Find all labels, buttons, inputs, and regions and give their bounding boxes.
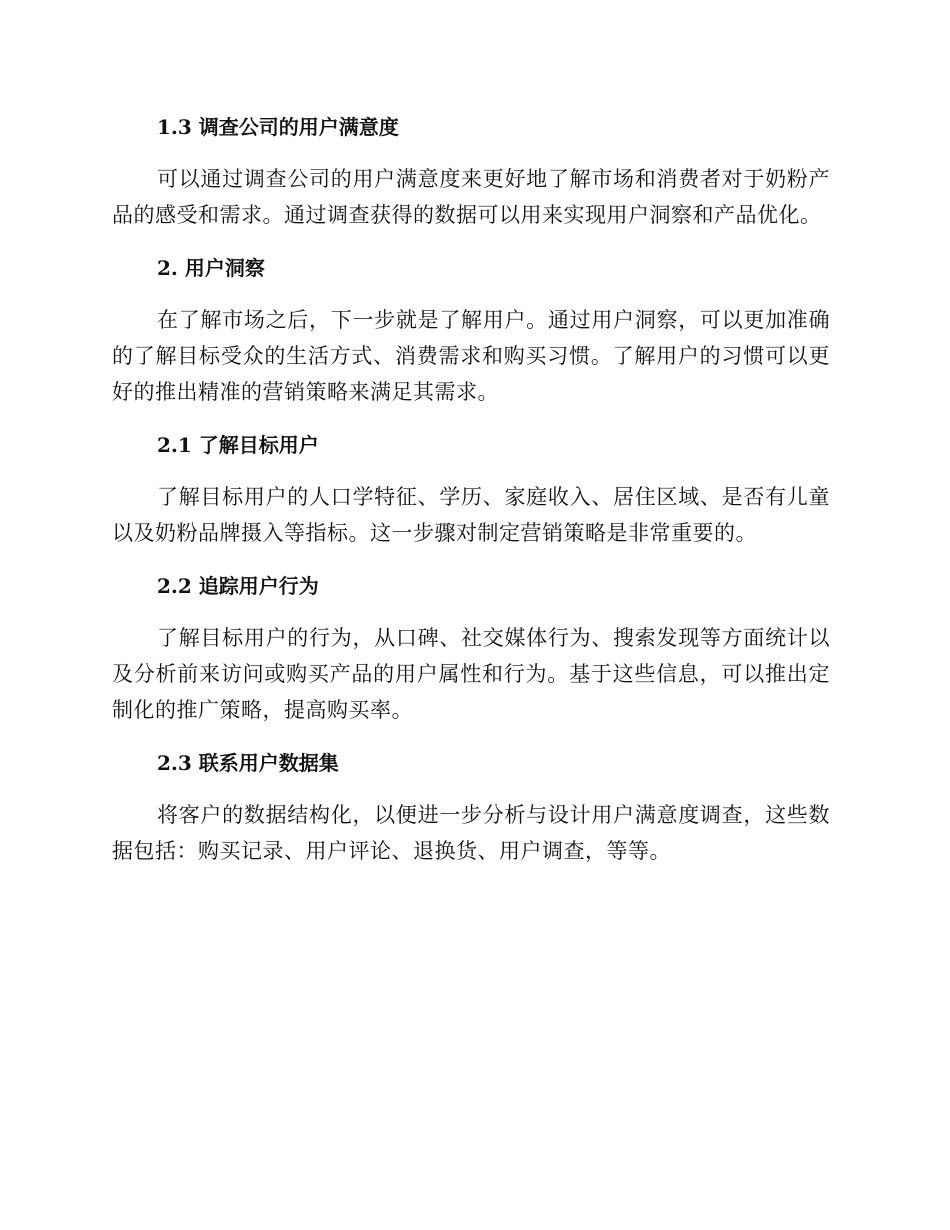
section-heading-1-3: 1.3 调查公司的用户满意度 (157, 115, 399, 139)
section-heading-2-2: 2.2 追踪用户行为 (157, 574, 319, 598)
section-heading-2-1: 2.1 了解目标用户 (157, 433, 319, 457)
section-body-1-3: 可以通过调查公司的用户满意度来更好地了解市场和消费者对于奶粉产品的感受和需求。通过调查获得的数据可以用来实现用户洞察和产品优化。 (112, 167, 830, 227)
section-body-2: 在了解市场之后，下一步就是了解用户。通过用户洞察，可以更加准确的了解目标受众的生活方式、消费需求和购买习惯。了解用户的习惯可以更好的推出精准的营销策略来满足其需求。 (112, 308, 830, 404)
section-heading-2: 2. 用户洞察 (157, 256, 265, 280)
section-body-2-2: 了解目标用户的行为，从口碑、社交媒体行为、搜索发现等方面统计以及分析前来访问或购买产品的用户属性和行为。基于这些信息，可以推出定制化的推广策略，提高购买率。 (112, 626, 830, 722)
section-body-2-1: 了解目标用户的人口学特征、学历、家庭收入、居住区域、是否有儿童以及奶粉品牌摄入等指标。这一步骤对制定营销策略是非常重要的。 (112, 485, 830, 545)
section-heading-2-3: 2.3 联系用户数据集 (157, 751, 339, 775)
section-body-2-3: 将客户的数据结构化，以便进一步分析与设计用户满意度调查，这些数据包括：购买记录、用户评论、退换货、用户调查，等等。 (112, 803, 830, 863)
